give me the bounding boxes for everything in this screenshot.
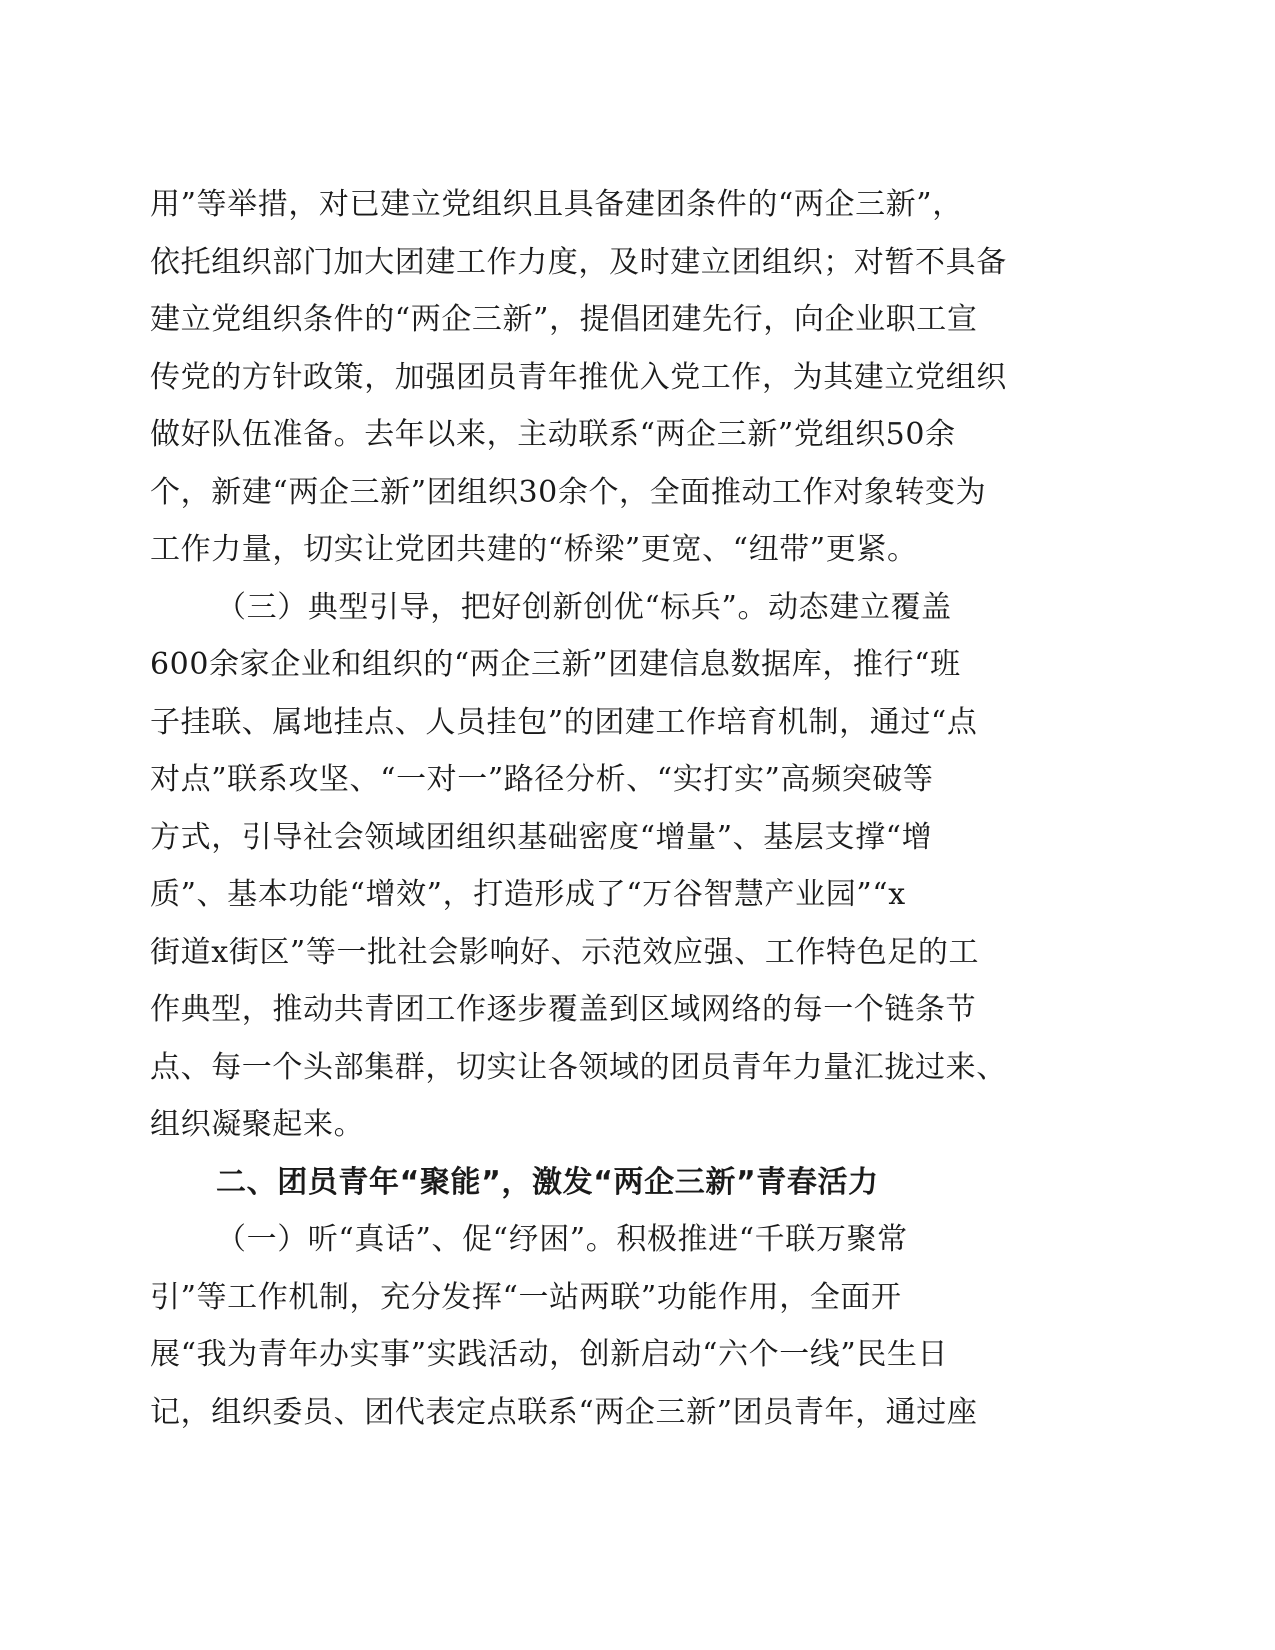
subsection-heading-line: （三）典型引导，把好创新创优“标兵”。动态建立覆盖 — [216, 589, 952, 625]
text-line: 600余家企业和组织的“两企三新”团建信息数据库，推行“班 — [150, 647, 961, 682]
text-line: 作典型，推动共青团工作逐步覆盖到区域网络的每一个链条节 — [150, 992, 977, 1027]
text-line: 工作力量，切实让党团共建的“桥梁”更宽、“纽带”更紧。 — [150, 532, 918, 567]
text-line: 建立党组织条件的“两企三新”，提倡团建先行，向企业职工宣 — [150, 302, 978, 337]
text-line: 子挂联、属地挂点、人员挂包”的团建工作培育机制，通过“点 — [150, 704, 978, 740]
text-line: 点、每一个头部集群，切实让各领域的团员青年力量汇拢过来、 — [150, 1049, 1007, 1085]
text-line: 个，新建“两企三新”团组织30余个，全面推动工作对象转变为 — [150, 474, 987, 510]
text-line: 对点”联系攻坚、“一对一”路径分析、“实打实”高频突破等 — [150, 762, 934, 797]
text-line: 质”、基本功能“增效”，打造形成了“万谷智慧产业园”“x — [150, 877, 906, 912]
text-line: 做好队伍准备。去年以来，主动联系“两企三新”党组织50余 — [150, 417, 956, 452]
section-heading: 二、团员青年“聚能”，激发“两企三新”青春活力 — [216, 1164, 879, 1200]
subsection-heading-line: （一）听“真话”、促“纾困”。积极推进“千联万聚常 — [216, 1222, 908, 1257]
text-line: 记，组织委员、团代表定点联系“两企三新”团员青年，通过座 — [150, 1394, 978, 1430]
text-line: 引”等工作机制，充分发挥“一站两联”功能作用，全面开 — [150, 1279, 902, 1315]
text-line: 依托组织部门加大团建工作力度，及时建立团组织；对暂不具备 — [150, 244, 1007, 280]
text-line: 用”等举措，对已建立党组织且具备建团条件的“两企三新”， — [150, 187, 963, 222]
text-line: 方式，引导社会领域团组织基础密度“增量”、基层支撑“增 — [150, 819, 933, 855]
text-line: 传党的方针政策，加强团员青年推优入党工作，为其建立党组织 — [150, 359, 1007, 395]
text-line: 展“我为青年办实事”实践活动，创新启动“六个一线”民生日 — [150, 1337, 949, 1372]
text-line: 组织凝聚起来。 — [150, 1107, 365, 1142]
body-text — [150, 176, 1080, 1441]
text-line: 街道x街区”等一批社会影响好、示范效应强、工作特色足的工 — [150, 934, 980, 970]
